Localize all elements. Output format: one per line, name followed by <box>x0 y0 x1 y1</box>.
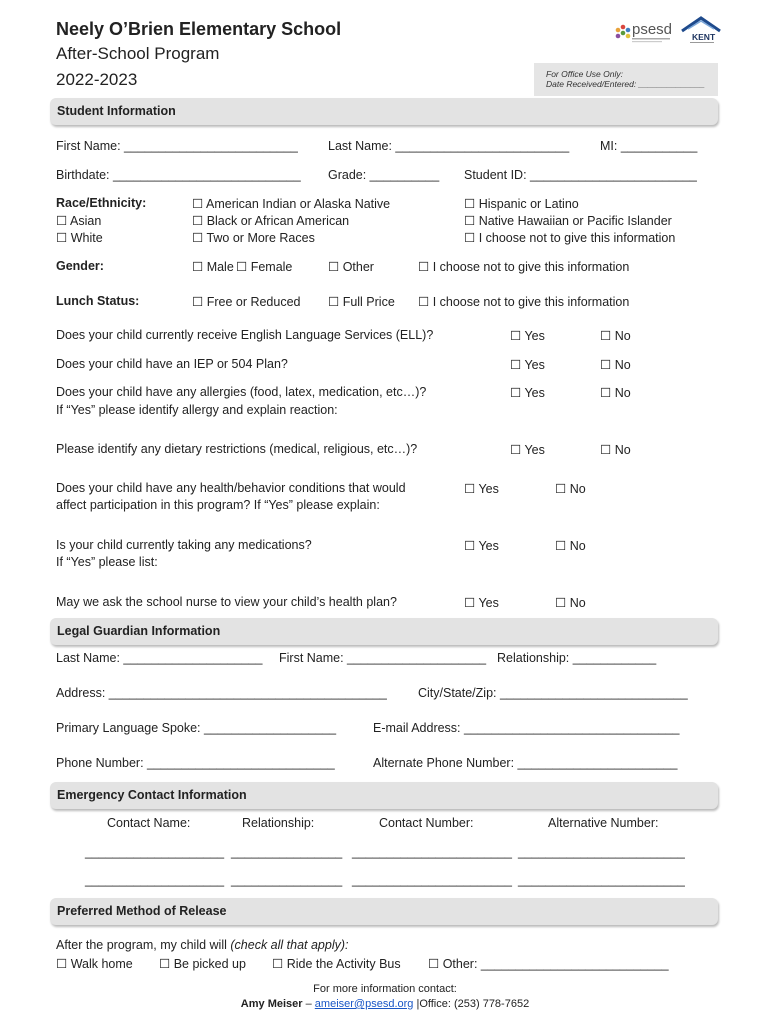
medications-yes-checkbox[interactable]: ☐ Yes <box>464 539 499 553</box>
question-dietary: Please identify any dietary restrictions (medical, religious, etc…)? <box>56 442 418 456</box>
question-allergies: Does your child have any allergies (food, latex, medication, etc…)? <box>56 385 427 399</box>
question-medications: Is your child currently taking any medications? <box>56 538 312 552</box>
question-ell: Does your child currently receive English Language Services (ELL)? <box>56 328 434 342</box>
birthdate-field[interactable]: Birthdate: ___________________________ <box>56 168 301 182</box>
guardian-info-header: Legal Guardian Information <box>50 618 718 645</box>
office-use-box <box>534 63 718 96</box>
footer-contact-label: For more information contact: <box>313 983 457 995</box>
race-american-indian-checkbox[interactable]: ☐ American Indian or Alaska Native <box>192 197 391 211</box>
student-id-field[interactable]: Student ID: ________________________ <box>464 168 697 182</box>
emergency-1-relationship-field[interactable]: ________________ <box>231 845 343 859</box>
race-pacific-islander-checkbox[interactable]: ☐ Native Hawaiian or Pacific Islander <box>464 214 672 228</box>
question-nurse: May we ask the school nurse to view your child’s health plan? <box>56 595 397 609</box>
emergency-2-name-field[interactable]: ____________________ <box>85 873 225 887</box>
release-intro: After the program, my child will (check all that apply): <box>56 938 349 952</box>
release-other-checkbox[interactable]: ☐ Other: ___________________________ <box>428 957 669 971</box>
race-decline-checkbox[interactable]: ☐ I choose not to give this information <box>464 231 676 245</box>
guardian-address-field[interactable]: Address: ________________________________________ <box>56 686 387 700</box>
kent-logo <box>678 14 724 46</box>
program-name: After-School Program <box>56 44 220 63</box>
contact-name: Amy Meiser <box>240 998 303 1010</box>
psesd-logo-text: psesd <box>632 21 673 38</box>
emergency-1-alt-number-field[interactable]: ________________________ <box>518 845 685 859</box>
mi-field[interactable]: MI: ___________ <box>600 139 698 153</box>
gender-label: Gender: <box>56 259 104 273</box>
health-yes-checkbox[interactable]: ☐ Yes <box>464 482 499 496</box>
question-iep: Does your child have an IEP or 504 Plan? <box>56 357 288 371</box>
footer-contact-info: Amy Meiser – ameiser@psesd.org |Office: (253) 778-7652 <box>240 998 530 1010</box>
health-no-checkbox[interactable]: ☐ No <box>555 482 586 496</box>
contact-phone: |Office: (253) 778-7652 <box>413 998 530 1010</box>
dietary-yes-checkbox[interactable]: ☐ Yes <box>510 443 545 457</box>
emergency-col-alt-number: Alternative Number: <box>548 816 659 830</box>
gender-male-checkbox[interactable]: ☐ Male <box>192 260 234 274</box>
guardian-last-name-field[interactable]: Last Name: ____________________ <box>56 651 263 665</box>
grade-field[interactable]: Grade: __________ <box>328 168 440 182</box>
emergency-2-alt-number-field[interactable]: ________________________ <box>518 873 685 887</box>
nurse-no-checkbox[interactable]: ☐ No <box>555 596 586 610</box>
medications-no-checkbox[interactable]: ☐ No <box>555 539 586 553</box>
iep-no-checkbox[interactable]: ☐ No <box>600 358 631 372</box>
lunch-decline-checkbox[interactable]: ☐ I choose not to give this information <box>418 295 630 309</box>
emergency-1-name-field[interactable]: ____________________ <box>85 845 225 859</box>
release-bus-checkbox[interactable]: ☐ Ride the Activity Bus <box>272 957 401 971</box>
race-asian-checkbox[interactable]: ☐ Asian <box>56 214 102 228</box>
emergency-col-contact-name: Contact Name: <box>107 816 191 830</box>
lunch-label: Lunch Status: <box>56 294 140 308</box>
first-name-field[interactable]: First Name: _________________________ <box>56 139 298 153</box>
race-black-checkbox[interactable]: ☐ Black or African American <box>192 214 350 228</box>
question-medications-list: If “Yes” please list: <box>56 555 158 569</box>
guardian-email-field[interactable]: E-mail Address: _______________________________ <box>373 721 680 735</box>
guardian-language-field[interactable]: Primary Language Spoke: ___________________ <box>56 721 337 735</box>
question-allergies-explain: If “Yes” please identify allergy and explain reaction: <box>56 403 338 417</box>
question-health: Does your child have any health/behavior conditions that would <box>56 481 406 495</box>
release-header: Preferred Method of Release <box>50 898 718 925</box>
emergency-2-relationship-field[interactable]: ________________ <box>231 873 343 887</box>
nurse-yes-checkbox[interactable]: ☐ Yes <box>464 596 499 610</box>
school-name: Neely O’Brien Elementary School <box>56 19 342 39</box>
dietary-no-checkbox[interactable]: ☐ No <box>600 443 631 457</box>
guardian-relationship-field[interactable]: Relationship: ____________ <box>497 651 657 665</box>
emergency-info-header: Emergency Contact Information <box>50 782 718 809</box>
guardian-city-field[interactable]: City/State/Zip: ___________________________ <box>418 686 688 700</box>
lunch-full-price-checkbox[interactable]: ☐ Full Price <box>328 295 395 309</box>
date-received-field[interactable]: Date Received/Entered: ______________ <box>546 79 705 89</box>
guardian-phone-field[interactable]: Phone Number: ___________________________ <box>56 756 335 770</box>
emergency-col-relationship: Relationship: <box>242 816 315 830</box>
last-name-field[interactable]: Last Name: _________________________ <box>328 139 570 153</box>
iep-yes-checkbox[interactable]: ☐ Yes <box>510 358 545 372</box>
school-year: 2022-2023 <box>56 70 138 89</box>
guardian-first-name-field[interactable]: First Name: ____________________ <box>279 651 487 665</box>
contact-email-link[interactable]: ameiser@psesd.org <box>314 998 414 1010</box>
gender-female-checkbox[interactable]: ☐ Female <box>236 260 293 274</box>
lunch-free-reduced-checkbox[interactable]: ☐ Free or Reduced <box>192 295 301 309</box>
emergency-col-contact-number: Contact Number: <box>379 816 474 830</box>
gender-other-checkbox[interactable]: ☐ Other <box>328 260 374 274</box>
race-two-or-more-checkbox[interactable]: ☐ Two or More Races <box>192 231 315 245</box>
office-use-label: For Office Use Only: <box>546 69 623 79</box>
question-health-explain: affect participation in this program? If “Yes” please explain: <box>56 498 380 512</box>
guardian-alt-phone-field[interactable]: Alternate Phone Number: _______________________ <box>373 756 678 770</box>
emergency-1-number-field[interactable]: _______________________ <box>352 845 512 859</box>
race-hispanic-checkbox[interactable]: ☐ Hispanic or Latino <box>464 197 579 211</box>
student-info-header: Student Information <box>50 98 718 125</box>
emergency-2-number-field[interactable]: _______________________ <box>352 873 512 887</box>
kent-logo-text: KENT <box>692 32 716 42</box>
ell-no-checkbox[interactable]: ☐ No <box>600 329 631 343</box>
allergies-no-checkbox[interactable]: ☐ No <box>600 386 631 400</box>
release-picked-up-checkbox[interactable]: ☐ Be picked up <box>159 957 246 971</box>
race-label: Race/Ethnicity: <box>56 196 147 210</box>
gender-decline-checkbox[interactable]: ☐ I choose not to give this information <box>418 260 630 274</box>
release-walk-home-checkbox[interactable]: ☐ Walk home <box>56 957 133 971</box>
ell-yes-checkbox[interactable]: ☐ Yes <box>510 329 545 343</box>
race-white-checkbox[interactable]: ☐ White <box>56 231 103 245</box>
allergies-yes-checkbox[interactable]: ☐ Yes <box>510 386 545 400</box>
